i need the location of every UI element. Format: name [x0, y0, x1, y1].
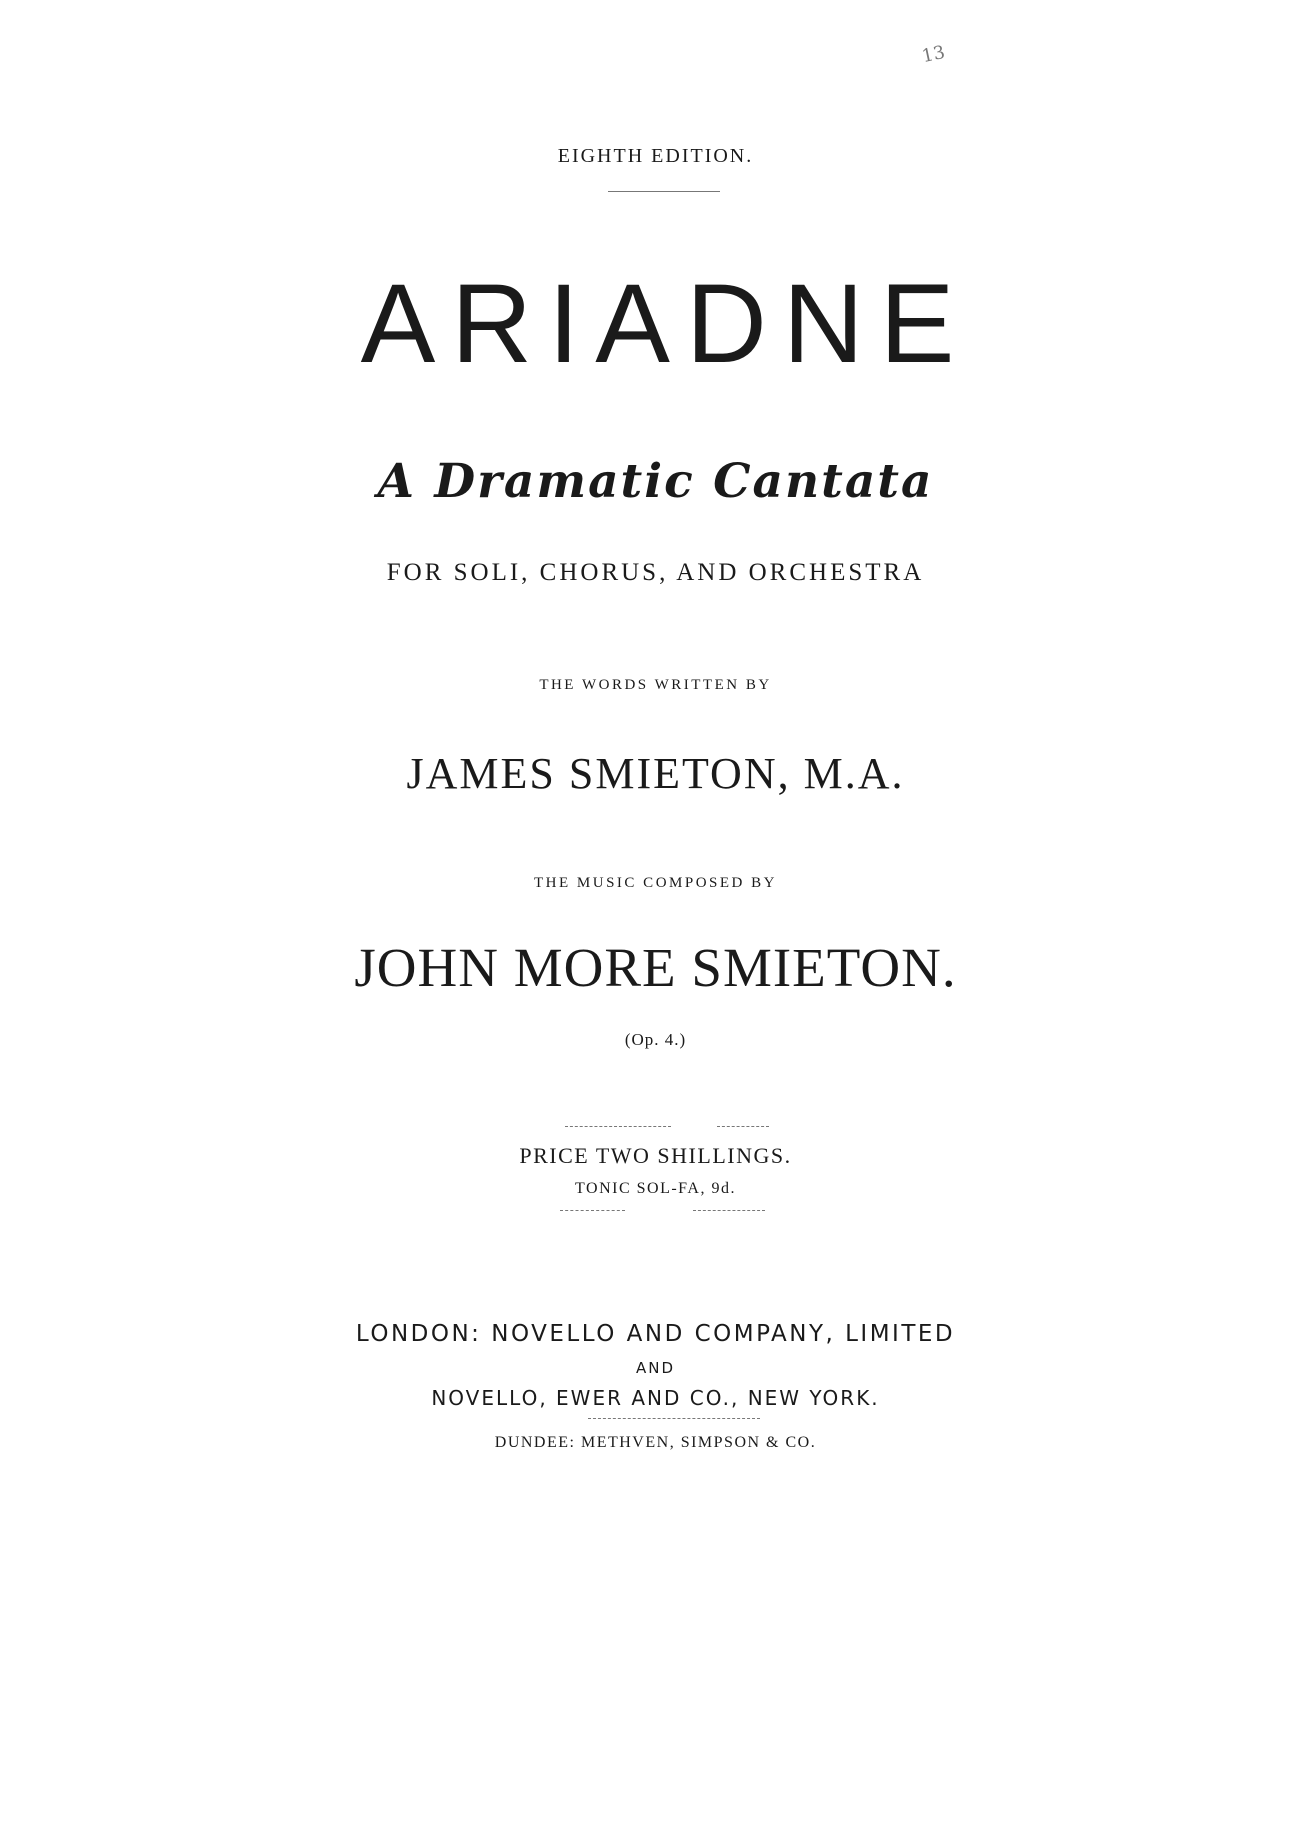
edition-divider: [608, 191, 720, 192]
handwritten-shelf-mark: 13: [920, 41, 947, 68]
price-bottom-rule-left: [560, 1210, 625, 1211]
publisher-and: AND: [635, 1359, 676, 1377]
price-label: PRICE TWO SHILLINGS.: [519, 1143, 792, 1168]
publisher-dundee: DUNDEE: METHVEN, SIMPSON & CO.: [494, 1434, 817, 1451]
scoring-line: FOR SOLI, CHORUS, AND ORCHESTRA: [386, 559, 925, 586]
publisher-new-york: NOVELLO, EWER AND CO., NEW YORK.: [431, 1386, 880, 1410]
price-top-rule-left: [565, 1126, 671, 1127]
edition-label: EIGHTH EDITION.: [557, 145, 754, 167]
author-name: JAMES SMIETON, M.A.: [406, 749, 905, 798]
tonic-sol-fa-price: TONIC SOL-FA, 9d.: [575, 1180, 736, 1197]
music-by-label: THE MUSIC COMPOSED BY: [534, 875, 777, 891]
words-by-label: THE WORDS WRITTEN BY: [539, 677, 772, 693]
composer-name: JOHN MORE SMIETON.: [354, 937, 957, 998]
cantata-title: ARIADNE: [360, 261, 971, 386]
publisher-divider: [588, 1418, 760, 1419]
publisher-london: LONDON: NOVELLO AND COMPANY, LIMITED: [355, 1321, 956, 1347]
cantata-subtitle: A Dramatic Cantata: [377, 454, 934, 509]
price-top-rule-right: [717, 1126, 769, 1127]
opus-number: (Op. 4.): [624, 1030, 687, 1049]
price-bottom-rule-right: [693, 1210, 765, 1211]
